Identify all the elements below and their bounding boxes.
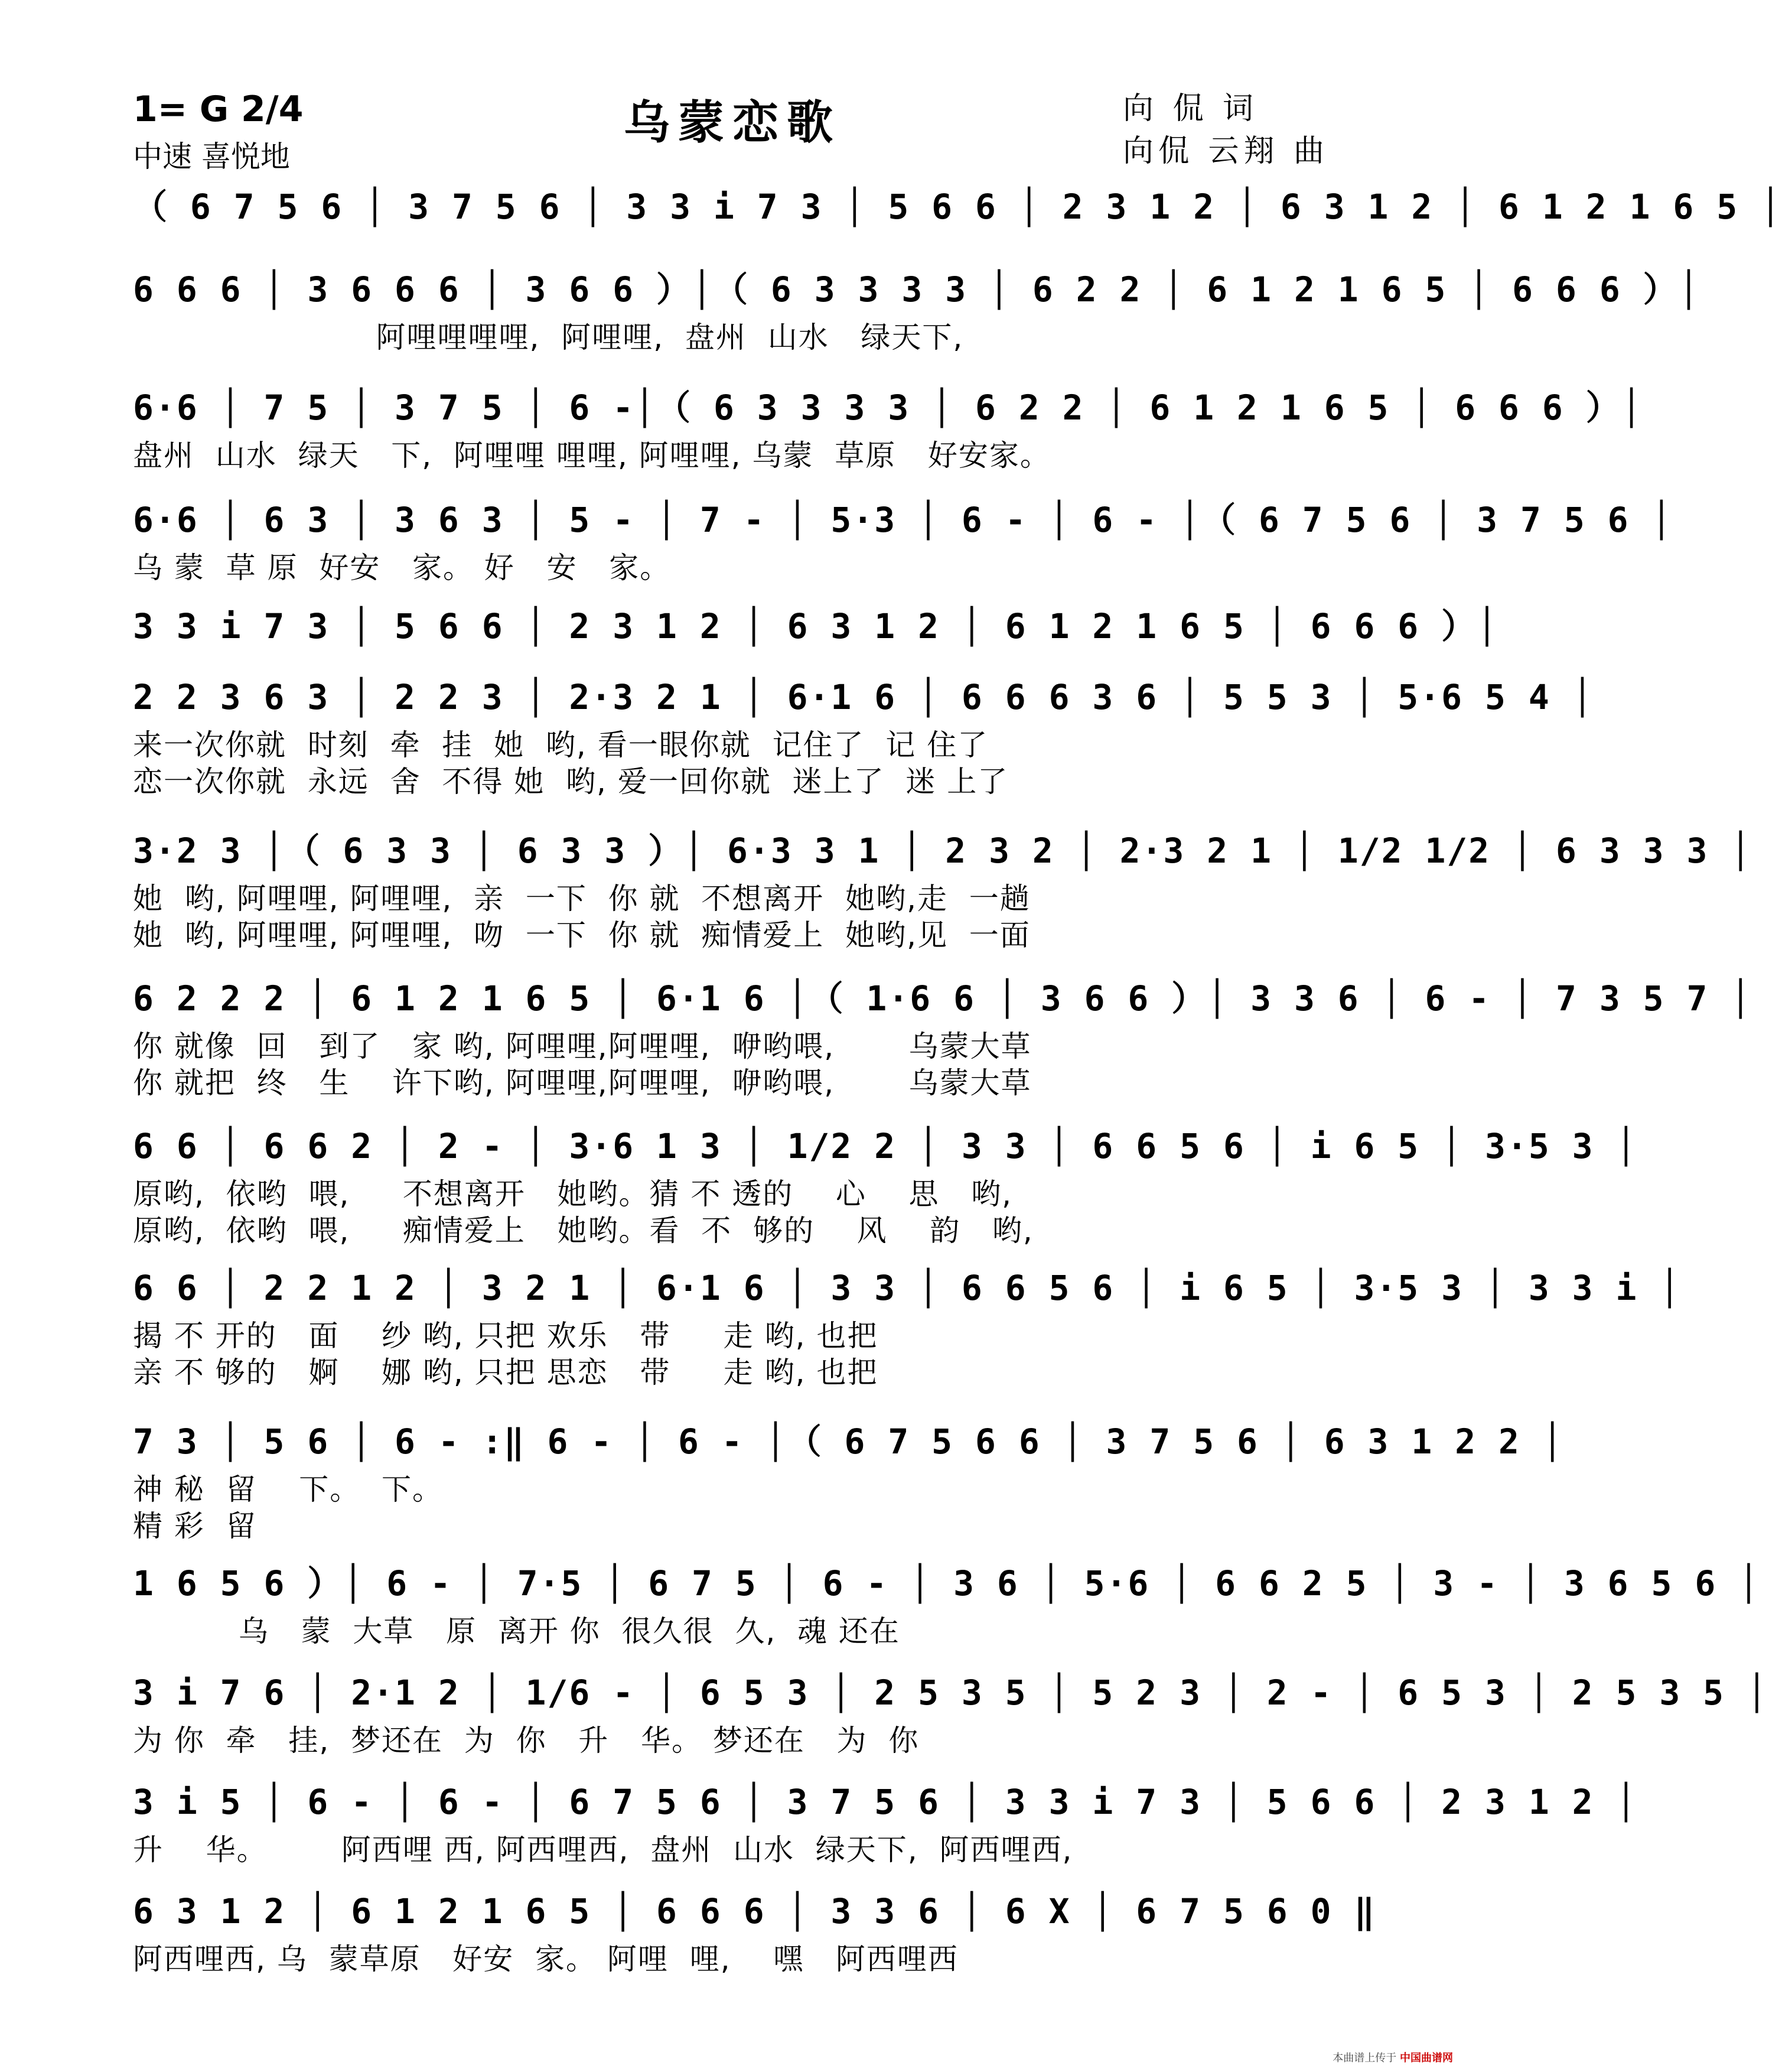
score-system xyxy=(133,378,1643,474)
notation-line: 3·2 3 │（ 6 3 3 │ 6 3 3 ）│ 6·3 3 1 │ 2 3 2 │ 2·3 2 1 │ 1/2 1/2 │ 6 3 3 3 │ xyxy=(133,831,1752,871)
notation-line: （ 6 7 5 6 │ 3 7 5 6 │ 3 3 i 7 3 │ 5 6 6 │ 2 3 1 2 │ 6 3 1 2 │ 6 1 2 1 6 5 │ xyxy=(133,187,1782,227)
site-logo[interactable]: 中国曲谱网 xyxy=(1400,2052,1453,2064)
score-system xyxy=(133,668,1594,800)
notation-line: 6 6 │ 2 2 1 2 │ 3 2 1 │ 6·1 6 │ 3 3 │ 6 6 5 6 │ i 6 5 │ 3·5 3 │ 3 3 i │ xyxy=(133,1268,1682,1308)
credits xyxy=(1123,87,1329,173)
lyric-line: 来一次你就 时刻 牵 挂 她 哟, 看一眼你就 记住了 记 住了 xyxy=(133,728,989,762)
score-system xyxy=(133,1554,1761,1650)
lyric-line: 恋一次你就 永远 舍 不得 她 哟, 爱一回你就 迷上了 迷 上了 xyxy=(133,765,1009,799)
lyric-line: 阿哩哩哩哩, 阿哩哩, 盘州 山水 绿天下, xyxy=(133,320,964,354)
lyric-line: 盘州 山水 绿天 下, 阿哩哩 哩哩, 阿哩哩, 乌蒙 草原 好安家。 xyxy=(133,438,1051,473)
lyric-line: 为 你 牵 挂, 梦还在 为 你 升 华。 梦还在 为 你 xyxy=(133,1723,920,1758)
score-header xyxy=(0,77,1465,174)
score-system xyxy=(133,1258,1682,1391)
notation-line: 7 3 │ 5 6 │ 6 - :‖ 6 - │ 6 - │（ 6 7 5 6 6 │ 3 7 5 6 │ 6 3 1 2 2 │ xyxy=(133,1422,1564,1462)
notation-line: 6 6 │ 6 6 2 │ 2 - │ 3·6 1 3 │ 1/2 2 │ 3 3 │ 6 6 5 6 │ i 6 5 │ 3·5 3 │ xyxy=(133,1126,1638,1166)
notation-line: 6·6 │ 6 3 │ 3 6 3 │ 5 - │ 7 - │ 5·3 │ 6 - │ 6 - │（ 6 7 5 6 │ 3 7 5 6 │ xyxy=(133,500,1673,540)
score-system xyxy=(133,597,1499,656)
lyric-line: 亲 不 够的 婀 娜 哟, 只把 思恋 带 走 哟, 也把 xyxy=(133,1355,878,1390)
score-system xyxy=(133,969,1752,1101)
score-system xyxy=(133,1663,1768,1759)
lyric-line: 乌 蒙 草 原 好安 家。 好 安 家。 xyxy=(133,551,671,585)
notation-line: 1 6 5 6 ）│ 6 - │ 7·5 │ 6 7 5 │ 6 - │ 3 6 │ 5·6 │ 6 6 2 5 │ 3 - │ 3 6 5 6 │ xyxy=(133,1563,1761,1603)
notation-line: 3 3 i 7 3 │ 5 6 6 │ 2 3 1 2 │ 6 3 1 2 │ 6 1 2 1 6 5 │ 6 6 6 ）│ xyxy=(133,606,1499,646)
lyric-line: 乌 蒙 大草 原 离开 你 很久很 久, 魂 还在 xyxy=(133,1614,900,1648)
score-system xyxy=(133,1412,1564,1544)
lyric-line: 精 彩 留 xyxy=(133,1509,257,1543)
score-system xyxy=(133,1882,1376,1977)
notation-line: 3 i 5 │ 6 - │ 6 - │ 6 7 5 6 │ 3 7 5 6 │ 3 3 i 7 3 │ 5 6 6 │ 2 3 1 2 │ xyxy=(133,1782,1638,1822)
lyric-line: 揭 不 开的 面 纱 哟, 只把 欢乐 带 走 哟, 也把 xyxy=(133,1319,878,1353)
lyric-line: 她 哟, 阿哩哩, 阿哩哩, 吻 一下 你 就 痴情爱上 她哟,见 一面 xyxy=(133,918,1031,952)
lyricist-credit: 向 侃 词 xyxy=(1122,91,1258,126)
song-title: 乌蒙恋歌 xyxy=(623,96,841,149)
lyric-line: 原哟, 依哟 喂, 不想离开 她哟。猜 不 透的 心 思 哟, xyxy=(133,1177,1013,1211)
score-system xyxy=(133,177,1782,236)
lyric-line: 她 哟, 阿哩哩, 阿哩哩, 亲 一下 你 就 不想离开 她哟,走 一趟 xyxy=(133,882,1031,916)
watermark-text: 本曲谱上传于 xyxy=(1333,2052,1397,2064)
score-system xyxy=(133,1117,1638,1249)
notation-line: 6 2 2 2 │ 6 1 2 1 6 5 │ 6·1 6 │（ 1·6 6 │ 3 6 6 ）│ 3 3 6 │ 6 - │ 7 3 5 7 │ xyxy=(133,978,1752,1019)
lyric-line: 你 就像 回 到了 家 哟, 阿哩哩,阿哩哩, 咿哟喂, 乌蒙大草 xyxy=(133,1029,1032,1063)
notation-line: 6 3 1 2 │ 6 1 2 1 6 5 │ 6 6 6 │ 3 3 6 │ 6 X │ 6 7 5 6 0 ‖ xyxy=(133,1891,1376,1931)
notation-line: 6·6 │ 7 5 │ 3 7 5 │ 6 -│（ 6 3 3 3 3 │ 6 2 2 │ 6 1 2 1 6 5 │ 6 6 6 ）│ xyxy=(133,388,1643,428)
key-signature: 1= G 2/4 xyxy=(133,89,304,130)
notation-line: 6 6 6 │ 3 6 6 6 │ 3 6 6 ）│（ 6 3 3 3 3 │ 6 2 2 │ 6 1 2 1 6 5 │ 6 6 6 ）│ xyxy=(133,269,1700,310)
composer-credit: 向侃 云翔 曲 xyxy=(1122,134,1329,169)
lyric-line: 原哟, 依哟 喂, 痴情爱上 她哟。看 不 够的 风 韵 哟, xyxy=(133,1214,1034,1248)
lyric-line: 你 就把 终 生 许下哟, 阿哩哩,阿哩哩, 咿哟喂, 乌蒙大草 xyxy=(133,1066,1032,1100)
upload-watermark xyxy=(1333,2050,1453,2065)
score-system xyxy=(133,490,1673,586)
notation-line: 2 2 3 6 3 │ 2 2 3 │ 2·3 2 1 │ 6·1 6 │ 6 6 6 3 6 │ 5 5 3 │ 5·6 5 4 │ xyxy=(133,677,1594,717)
lyric-line: 阿西哩西, 乌 蒙草原 好安 家。 阿哩 哩, 嘿 阿西哩西 xyxy=(133,1942,959,1976)
score-system xyxy=(133,260,1700,356)
notation-line: 3 i 7 6 │ 2·1 2 │ 1/6 - │ 6 5 3 │ 2 5 3 5 │ 5 2 3 │ 2 - │ 6 5 3 │ 2 5 3 5 │ xyxy=(133,1673,1768,1713)
tempo-marking: 中速 喜悦地 xyxy=(133,139,290,174)
lyric-line: 升 华。 阿西哩 西, 阿西哩西, 盘州 山水 绿天下, 阿西哩西, xyxy=(133,1833,1073,1867)
lyric-line: 神 秘 留 下。 下。 xyxy=(133,1472,444,1507)
score-system xyxy=(133,821,1752,954)
score-system xyxy=(133,1772,1638,1868)
